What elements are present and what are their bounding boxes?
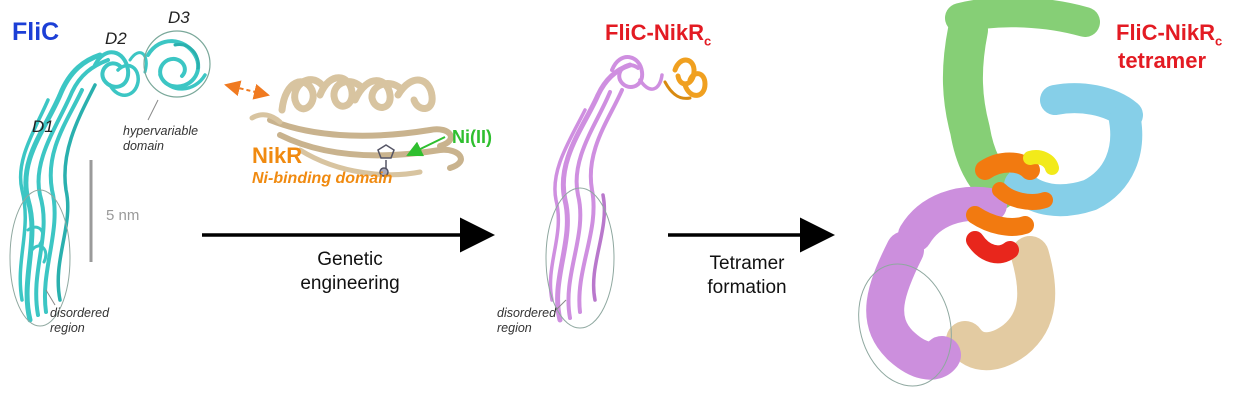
ni-ii-label: Ni(II) [452,127,492,147]
flic-nikrc-title-sub: c [704,33,712,49]
tetramer-structure [885,12,1128,361]
tetramer-formation-label [692,252,802,300]
engineering-word: engineering [300,272,400,294]
d1-label: D1 [32,117,54,136]
disordered-leader-line-1 [46,290,55,305]
flic-nikrc-tetramer-title [1116,22,1222,47]
tetramer-word: Tetramer [709,253,785,274]
d2-label: D2 [105,29,127,48]
dashed-correspondence-arrow [226,85,268,95]
nikr-c-domain [665,60,705,98]
domain-label: domain [123,139,164,153]
flic-nikrc-tetramer-main: FliC-NikR [1116,20,1215,45]
formation-word: formation [707,276,787,298]
ni-binding-domain-label: Ni-binding domain [252,170,393,187]
nikr-title: NikR [252,143,303,168]
flic-nikrc-title-main: FliC-NikR [605,20,704,45]
genetic-word: Genetic [317,249,383,270]
tetramer-blue-subunit [1020,98,1128,200]
tetramer-tan-subunit [965,255,1036,351]
flic-nikrc-structure [550,57,662,320]
d3-label: D3 [168,8,190,27]
disordered-label-2: disordered [497,306,557,320]
genetic-engineering-label [290,248,410,296]
disordered-label-1: disordered [50,306,110,320]
hypervariable-label: hypervariable [123,124,199,138]
hypervariable-leader-line [148,100,158,120]
region-label-2: region [497,321,532,335]
flic-structure [20,41,205,320]
flic-nikrc-tetramer-sub: c [1215,33,1223,49]
flic-title: FliC [12,18,60,46]
flic-nikrc-title [605,22,711,47]
scale-bar-label: 5 nm [106,207,140,224]
tetramer-title: tetramer [1118,48,1207,73]
region-label-1: region [50,321,85,335]
